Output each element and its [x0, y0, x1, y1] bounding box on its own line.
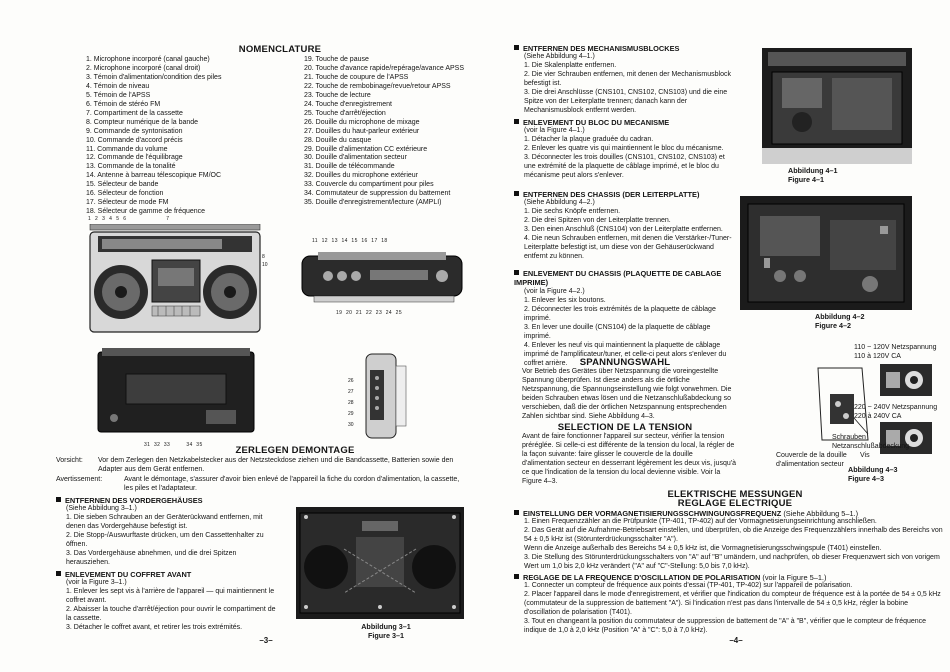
zerlegen-title: ZERLEGEN DEMONTAGE — [235, 445, 355, 456]
list-item: 30. Douille d'alimentation secteur — [304, 154, 407, 162]
list-item: 20. Touche d'avance rapide/repérage/avance APSS — [304, 64, 464, 72]
cover-label-fr-1: Couvercle de la douille — [776, 452, 847, 459]
section-sub: (voir la Figure 4–1.) — [524, 127, 585, 135]
list-item: 29. Douille d'alimentation CC extérieure — [304, 145, 428, 153]
section-title: ENTFERNEN DES CHASSIS (DER LEITERPLATTE) — [523, 190, 700, 199]
section-sub: (Siehe Abbildung 4–2.) — [524, 199, 595, 207]
section-sub: (Siehe Abbildung 3–1.) — [66, 505, 137, 513]
front-callout-10: 10 — [262, 262, 268, 268]
spannungswahl-title: SPANNUNGSWAHL — [579, 357, 671, 368]
list-item: 7. Compartiment de la cassette — [86, 109, 183, 117]
section-coffret-avant — [56, 570, 281, 633]
voltage-110-image — [880, 364, 932, 396]
list-item: 27. Douilles du haut-parleur extérieur — [304, 127, 420, 135]
section-title: ENLEVEMENT DU COFFRET AVANT — [65, 570, 192, 579]
list-item: 4. Die neun Schrauben entfernen, mit denen die Verstärker-/Tuner-Leiterplatte befestigt ist, um diese von der Gehäuserückwand entfernt zu können. — [524, 235, 732, 261]
list-item: 2. Die drei Spitzen von der Leiterplatte trennen. — [524, 217, 671, 225]
figure-3-1-caption-fr: Figure 3–1 — [368, 631, 404, 640]
list-item: 26. Douille du microphone de mixage — [304, 118, 420, 126]
section-sub: (voir la Figure 4–2.) — [524, 287, 585, 295]
list-item: 1. Microphone incorporé (canal gauche) — [86, 56, 210, 63]
front-callout-numbers: 1 2 3 4 5 6 7 — [88, 216, 170, 222]
reglage-electrique-title: REGLAGE ELECTRIQUE — [677, 498, 793, 509]
list-item: 28 — [348, 400, 354, 406]
figure-3-1-image — [296, 507, 464, 619]
list-item: 17. Sélecteur de mode FM — [86, 199, 169, 207]
list-item: 10. Commande d'accord précis — [86, 136, 183, 144]
section-title: REGLAGE DE LA FREQUENCE D'OSCILLATION DE POLARISATION — [523, 573, 761, 582]
bullet-square-icon — [56, 571, 61, 576]
figure-4-1-image — [762, 48, 912, 164]
list-item: 28. Douille du casque — [304, 136, 372, 144]
list-item: 3. Die drei Anschlüsse (CNS101, CNS102, CNS103) und die eine Spitze von der Leiterplatte trennen; danach kann der Mechanismusblock entfernt werden. — [524, 89, 728, 115]
list-item: 3. En lever une douille (CNS104) de la plaquette de câblage imprimé. — [524, 323, 711, 340]
list-item: 3. Das Vordergehäuse abnehmen, und die drei Spitzen herausziehen. — [66, 550, 237, 567]
selection-tension-title: SELECTION DE LA TENSION — [557, 422, 693, 433]
list-item: 30 — [348, 422, 354, 428]
back-callout-numbers: 31 32 33 34 35 — [144, 442, 203, 448]
list-item: Wenn die Anzeige außerhalb des Bereichs 54 ± 0,5 kHz ist, die Vormagnetisierungsschwingspule (T401) einstellen. — [524, 545, 882, 553]
voltage-label-110-de: 110 ~ 120V Netzspannung — [854, 344, 937, 351]
list-item: 27 — [348, 389, 354, 395]
list-item: 2. Placer l'appareil dans le mode d'enregistrement, et vérifier que l'indication du compteur de fréquence est à la portée de 54 ± 0,5 kHz (commutateur de la suppression de battement "A"). Si l'indication n'est pas dans l'intervalle de 54 ± 0,5 kHz, régler la bobine d'oscillation de polarisation (T401). — [524, 591, 941, 617]
vorsicht-text: Vor dem Zerlegen den Netzkabelstecker aus der Netzsteckdose ziehen und die Bandcassette, Batterien sowie den Adapter aus dem Gerät entfernen. — [98, 457, 454, 473]
list-item: 4. Enlever les neuf vis qui maintiennent la plaquette de câblage imprimé de l'amplificateur/tuner, et celle-ci peut alors s'enlever du coffret arrière. — [524, 341, 727, 367]
selection-tension-text: Avant de faire fonctionner l'appareil sur secteur, vérifier la tension préréglée. Si celle-ci est différente de la tension du local, la régler de la façon suivante: faire glisser le couvercle de la douille d'alimentation secteur en desserrant légèrement les deux vis, jusqu'à ce que l'indication de la tension du local devienne visible. Voir la Figure 4–3. — [522, 433, 736, 485]
nomenclature-list-1 — [86, 56, 301, 217]
section-polarisation — [514, 573, 944, 636]
side-callout-numbers — [348, 376, 354, 431]
section-title: ENLEVEMENT DU BLOC DU MECANISME — [523, 118, 670, 127]
list-item: 5. Témoin de l'APSS — [86, 91, 151, 99]
screws-label-fr: Vis — [860, 452, 870, 459]
bullet-square-icon — [514, 270, 519, 275]
list-item: 2. Abaisser la touche d'arrêt/éjection pour ouvrir le compartiment de la cassette. — [66, 606, 276, 623]
list-item: 1. Enlever les six boutons. — [524, 296, 606, 304]
page-number-left: –3– — [259, 636, 273, 645]
list-item: 1. Die Skalenplatte entfernen. — [524, 62, 617, 70]
section-title: EINSTELLUNG DER VORMAGNETISIERUNGSSCHWINGUNGSFREQUENZ — [523, 509, 782, 518]
list-item: 31. Douille de télécommande — [304, 163, 395, 171]
bullet-square-icon — [56, 497, 61, 502]
list-item: 3. Détacher le coffret avant, et retirer les trois extrémités. — [66, 624, 243, 632]
nomenclature-list-2 — [304, 56, 474, 208]
screws-label-de: Schrauben — [832, 434, 866, 441]
section-vormagnetisierung — [514, 509, 944, 572]
section-sub: (Siehe Abbildung 4–1.) — [524, 53, 595, 61]
list-item: 3. Déconnecter les trois douilles (CNS101, CNS102, CNS103) et une extrémité de la plaquette de câblage imprimé, et le bloc du mécanisme peut alors s'enlever. — [524, 154, 725, 180]
list-item: 21. Touche de coupure de l'APSS — [304, 73, 409, 81]
list-item: 3. Den einen Anschluß (CNS104) von der Leiterplatte entfernen. — [524, 226, 723, 234]
voltage-label-220-fr: 220 à 240V CA — [854, 413, 902, 420]
avertissement-text: Avant le démontage, s'assurer d'avoir bien enlevé de l'appareil la fiche du cordon d'alimentation, la cassette, les piles et l'adaptateur. — [124, 476, 460, 492]
spannungswahl-text: Vor Betrieb des Gerätes über Netzspannung die voreingestellte Spannung überprüfen. Ist diese anders als die örtliche Netzspannung, die Spannungseinstellung wie folgt vorwehmen. Die beiden Schrauben etwas lösen und die Netzanschlußabdeckung so verschieben, daß die der örtlichen Netzspannung entsprechenden Zahlen sichtbar sind. Siehe Abbildung 4–3. — [522, 368, 732, 420]
figure-3-1-caption-de: Abbildung 3–1 — [361, 622, 411, 631]
list-item: 16. Sélecteur de fonction — [86, 190, 164, 198]
list-item: 4. Témoin de niveau — [86, 82, 150, 90]
section-chassis-fr — [514, 269, 736, 369]
list-item: 13. Commande de la tonalité — [86, 163, 176, 171]
list-item: 1. Connecter un compteur de fréquence aux points d'essai (TP-401, TP-402) sur l'appareil de polarisation. — [524, 582, 853, 590]
section-title: ENLEVEMENT DU CHASSIS (PLAQUETTE DE CABLAGE IMPRIME) — [514, 269, 722, 288]
figure-4-3-caption-de: Abbildung 4–3 — [848, 465, 898, 474]
figure-4-2-caption-de: Abbildung 4–2 — [815, 312, 865, 321]
list-item: 24. Touche d'enregistrement — [304, 100, 392, 108]
list-item: 1. Einen Frequenzzähler an die Prüfpunkte (TP-401, TP-402) auf der Vormagnetisierungseinrichtung anschließen. — [524, 518, 877, 526]
back-view-figure — [96, 348, 256, 440]
bullet-square-icon — [514, 510, 519, 515]
list-item: 34. Commutateur de suppression du battement — [304, 190, 451, 198]
section-vordergehaeuse — [56, 496, 281, 568]
list-item: 35. Douille d'enregistrement/lecture (AMPLI) — [304, 199, 442, 207]
list-item: 1. Die sieben Schrauben an der Geräterückwand entfernen, mit denen das Vordergehäuse befestigt ist. — [66, 514, 263, 531]
section-sub: (Siehe Abbildung 5–1.) — [783, 509, 859, 518]
avertissement-label: Avertissement: — [56, 476, 103, 483]
bullet-square-icon — [514, 574, 519, 579]
section-mechanismusblock — [514, 44, 736, 116]
front-callout-8: 8 — [262, 254, 265, 260]
list-item: 19. Touche de pause — [304, 56, 369, 63]
list-item: 6. Témoin de stéréo FM — [86, 100, 161, 108]
top-callout-numbers-b: 19 20 21 22 23 24 25 — [336, 310, 403, 316]
nomenclature-title: NOMENCLATURE — [238, 44, 322, 55]
list-item: 23. Touche de lecture — [304, 91, 371, 99]
list-item: 1. Enlever les sept vis à l'arrière de l'appareil — qui maintiennent le coffret avant. — [66, 588, 275, 605]
figure-4-2-image — [740, 196, 912, 310]
list-item: 3. Témoin d'alimentation/condition des piles — [86, 73, 222, 81]
section-bloc-mecanisme — [514, 118, 736, 181]
list-item: 22. Touche de rembobinage/revue/retour APSS — [304, 82, 451, 90]
figure-4-1-caption-fr: Figure 4–1 — [788, 175, 824, 184]
top-view-figure — [298, 246, 468, 306]
list-item: 2. Déconnecter les trois extrémités de la plaquette de câblage imprimé. — [524, 305, 716, 322]
front-radio-figure — [88, 224, 263, 336]
list-item: 1. Détacher la plaque graduée du cadran. — [524, 136, 654, 144]
bullet-square-icon — [514, 45, 519, 50]
elektrische-messungen-title: ELEKTRISCHE MESSUNGEN — [667, 489, 803, 500]
vorsicht-label: Vorsicht: — [56, 457, 83, 464]
list-item: 8. Compteur numérique de la bande — [86, 118, 199, 126]
list-item: 1. Die sechs Knöpfe entfernen. — [524, 208, 621, 216]
figure-4-1-caption-de: Abbildung 4–1 — [788, 166, 838, 175]
list-item: 2. Microphone incorporé (canal droit) — [86, 64, 201, 72]
section-sub: (voir la Figure 3–1.) — [66, 579, 127, 587]
list-item: 25. Touche d'arrêt/éjection — [304, 109, 386, 117]
top-callout-numbers-a: 11 12 13 14 15 16 17 18 — [312, 238, 388, 244]
voltage-label-110-fr: 110 à 120V CA — [854, 353, 901, 360]
cover-label-fr-2: d'alimentation secteur — [776, 461, 844, 468]
bullet-square-icon — [514, 191, 519, 196]
list-item: 15. Sélecteur de bande — [86, 181, 159, 189]
section-title: ENTFERNEN DES MECHANISMUSBLOCKES — [523, 44, 680, 53]
list-item: 2. Die Stopp-/Auswurftaste drücken, um den Cassettenhalter zu öffnen. — [66, 532, 264, 549]
list-item: 32. Douilles du microphone extérieur — [304, 172, 419, 180]
list-item: 2. Die vier Schrauben entfernen, mit denen der Mechanismusblock befestigt ist. — [524, 71, 731, 88]
list-item: 2. Das Gerät auf die Aufnahme-Betriebsart einstellen, und überprüfen, ob die Anzeige des Frequenzzählers innerhalb des Bereichs von 54 ± 0,5 kHz ist (Störunterdrückungsschalter "A"). — [524, 527, 943, 544]
list-item: 29 — [348, 411, 354, 417]
list-item: 14. Antenne à barreau télescopique FM/OC — [86, 172, 222, 180]
voltage-label-220-de: 220 ~ 240V Netzspannung — [854, 404, 938, 411]
list-item: 26 — [348, 378, 354, 384]
bullet-square-icon — [514, 119, 519, 124]
page-number-right: –4– — [729, 636, 743, 645]
section-sub: (voir la Figure 5–1.) — [762, 573, 827, 582]
section-title: ENTFERNEN DES VORDERGEHÄUSES — [65, 496, 203, 505]
list-item: 18. Sélecteur de gamme de fréquence — [86, 208, 206, 216]
list-item: 12. Commande de l'équilibrage — [86, 154, 183, 162]
figure-4-3-caption-fr: Figure 4–3 — [848, 474, 884, 483]
figure-4-2-caption-fr: Figure 4–2 — [815, 321, 851, 330]
list-item: 3. Die Stellung des Störunterdrückungsschalters von "A" auf "B" umändern, und nachprüfen, ob dieser Frequenzwert sich von vorigem Wert um 1,0 bis 2,0 kHz verändert ("A" auf "C"-Stellung: 5,0 bis 7,0 kHz). — [524, 554, 940, 571]
list-item: 3. Tout en changeant la position du commutateur de suppression de battement de "A" à "B", vérifier que le compteur de fréquence indique de 1,0 à 2,0 kHz (Position "A" à "C": 5,0 à 7,0 kHz). — [524, 618, 927, 635]
side-view-figure — [360, 350, 412, 442]
netzanschluss-label: Netzanschlußabdeckung — [832, 443, 910, 450]
list-item: 2. Enlever les quatre vis qui maintiennent le bloc du mécanisme. — [524, 145, 724, 153]
list-item: 11. Commande du volume — [86, 145, 168, 153]
list-item: 9. Commande de syntonisation — [86, 127, 183, 135]
list-item: 33. Couvercle du compartiment pour piles — [304, 181, 434, 189]
section-chassis-de — [514, 190, 736, 262]
